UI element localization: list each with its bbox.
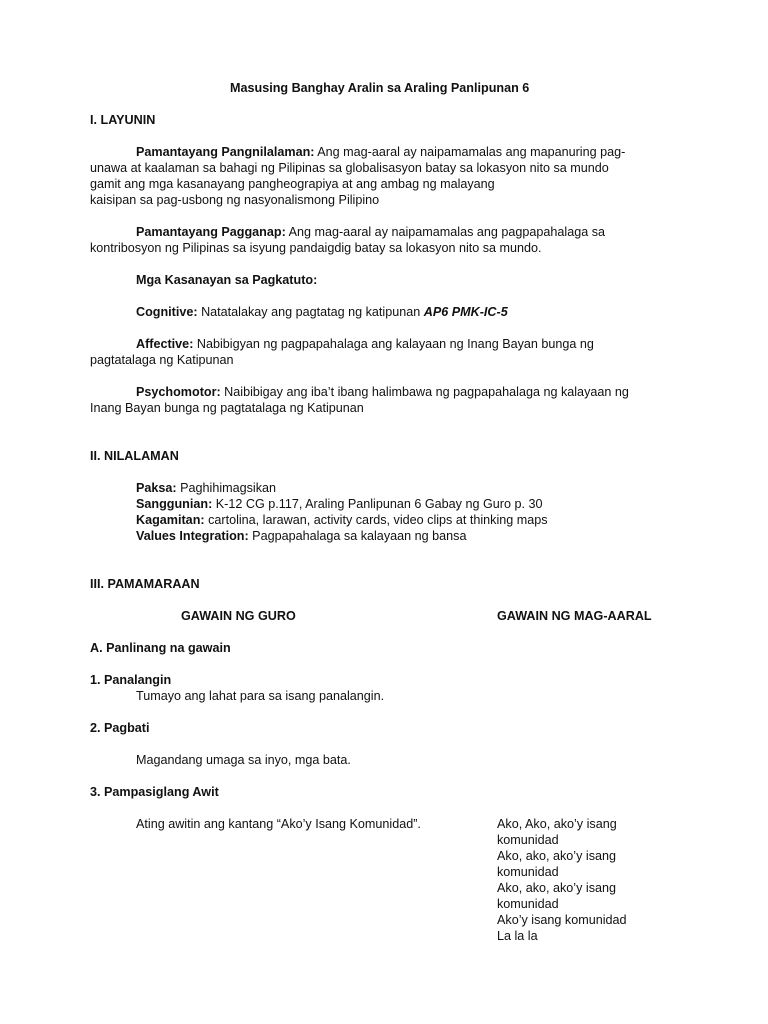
- cognitive-line: [136, 304, 508, 320]
- pagganap-text-1: Ang mag-aaral ay naipamamalas ang pagpapahalaga sa: [285, 225, 606, 239]
- awit-heading: 3. Pampasiglang Awit: [90, 785, 219, 799]
- values-line: [136, 528, 466, 544]
- song-lyric-line: Ako, Ako, ako’y isang: [497, 817, 617, 831]
- song-lyric-line: La la la: [497, 929, 538, 943]
- paksa-line: [136, 480, 276, 496]
- song-lyric-line: Ako, ako, ako’y isang: [497, 849, 617, 863]
- pagbati-text: Magandang umaga sa inyo, mga bata.: [136, 753, 351, 767]
- pagganap-line-2: kontribosyon ng Pilipinas sa isyung pandaigdig batay sa lokasyon nito sa mundo.: [90, 241, 542, 255]
- affective-label: Affective:: [136, 337, 194, 351]
- kagamitan-line: [136, 512, 548, 528]
- sanggunian-line: [136, 496, 542, 512]
- song-lyric-line: Ako, ako, ako’y isang: [497, 881, 617, 895]
- sanggunian-label: Sanggunian:: [136, 497, 213, 511]
- pangnilalaman-line-2: unawa at kaalaman sa bahagi ng Pilipinas sa globalisasyon batay sa lokasyon nito sa mundo: [90, 161, 609, 175]
- column-heading-guro: GAWAIN NG GURO: [181, 609, 296, 623]
- kagamitan-label: Kagamitan:: [136, 513, 205, 527]
- panlinang-heading: A. Panlinang na gawain: [90, 641, 231, 655]
- pangnilalaman-label: Pamantayang Pangnilalaman:: [136, 145, 315, 159]
- psychomotor-text-1: Naibibigay ang iba’t ibang halimbawa ng pagpapahalaga ng kalayaan ng: [220, 385, 629, 399]
- paksa-text: Paghihimagsikan: [176, 481, 277, 495]
- kasanayan-label: Mga Kasanayan sa Pagkatuto:: [136, 273, 318, 287]
- song-lyric-line: Ako’y isang komunidad: [497, 913, 627, 927]
- column-heading-mag-aaral: GAWAIN NG MAG-AARAL: [497, 609, 652, 623]
- pangnilalaman-line-4: kaisipan sa pag-usbong ng nasyonalismong Pilipino: [90, 193, 380, 207]
- song-lyric-line: komunidad: [497, 865, 559, 879]
- panalangin-text: Tumayo ang lahat para sa isang panalangin.: [136, 689, 385, 703]
- psychomotor-line-2: Inang Bayan bunga ng pagtatalaga ng Katipunan: [90, 401, 364, 415]
- values-text: Pagpapahalaga sa kalayaan ng bansa: [248, 529, 467, 543]
- cognitive-label: Cognitive:: [136, 305, 198, 319]
- awit-teacher-text: Ating awitin ang kantang “Ako’y Isang Komunidad”.: [136, 817, 421, 831]
- paksa-label: Paksa:: [136, 481, 177, 495]
- pagganap-line-1: [136, 224, 605, 240]
- song-lyric-line: komunidad: [497, 897, 559, 911]
- sanggunian-text: K-12 CG p.117, Araling Panlipunan 6 Gabay ng Guro p. 30: [212, 497, 543, 511]
- pagbati-heading: 2. Pagbati: [90, 721, 150, 735]
- song-lyric-line: komunidad: [497, 833, 559, 847]
- affective-text-1: Nabibigyan ng pagpapahalaga ang kalayaan ng Inang Bayan bunga ng: [193, 337, 594, 351]
- pangnilalaman-text-1: Ang mag-aaral ay naipamamalas ang mapanuring pag-: [314, 145, 626, 159]
- document-title: Masusing Banghay Aralin sa Araling Panlipunan 6: [230, 81, 530, 95]
- affective-line-2: pagtatalaga ng Katipunan: [90, 353, 234, 367]
- pangnilalaman-line-3: gamit ang mga kasanayang pangheograpiya at ang ambag ng malayang: [90, 177, 495, 191]
- psychomotor-label: Psychomotor:: [136, 385, 221, 399]
- section-heading-pamamaraan: III. PAMAMARAAN: [90, 577, 200, 591]
- kagamitan-text: cartolina, larawan, activity cards, video clips at thinking maps: [204, 513, 548, 527]
- panalangin-heading: 1. Panalangin: [90, 673, 172, 687]
- pangnilalaman-line-1: [136, 144, 625, 160]
- cognitive-code: AP6 PMK-IC-5: [423, 305, 508, 319]
- affective-line-1: [136, 336, 594, 352]
- section-heading-layunin: I. LAYUNIN: [90, 113, 156, 127]
- section-heading-nilalaman: II. NILALAMAN: [90, 449, 179, 463]
- pagganap-label: Pamantayang Pagganap:: [136, 225, 286, 239]
- psychomotor-line-1: [136, 384, 629, 400]
- values-label: Values Integration:: [136, 529, 249, 543]
- cognitive-text: Natatalakay ang pagtatag ng katipunan: [197, 305, 424, 319]
